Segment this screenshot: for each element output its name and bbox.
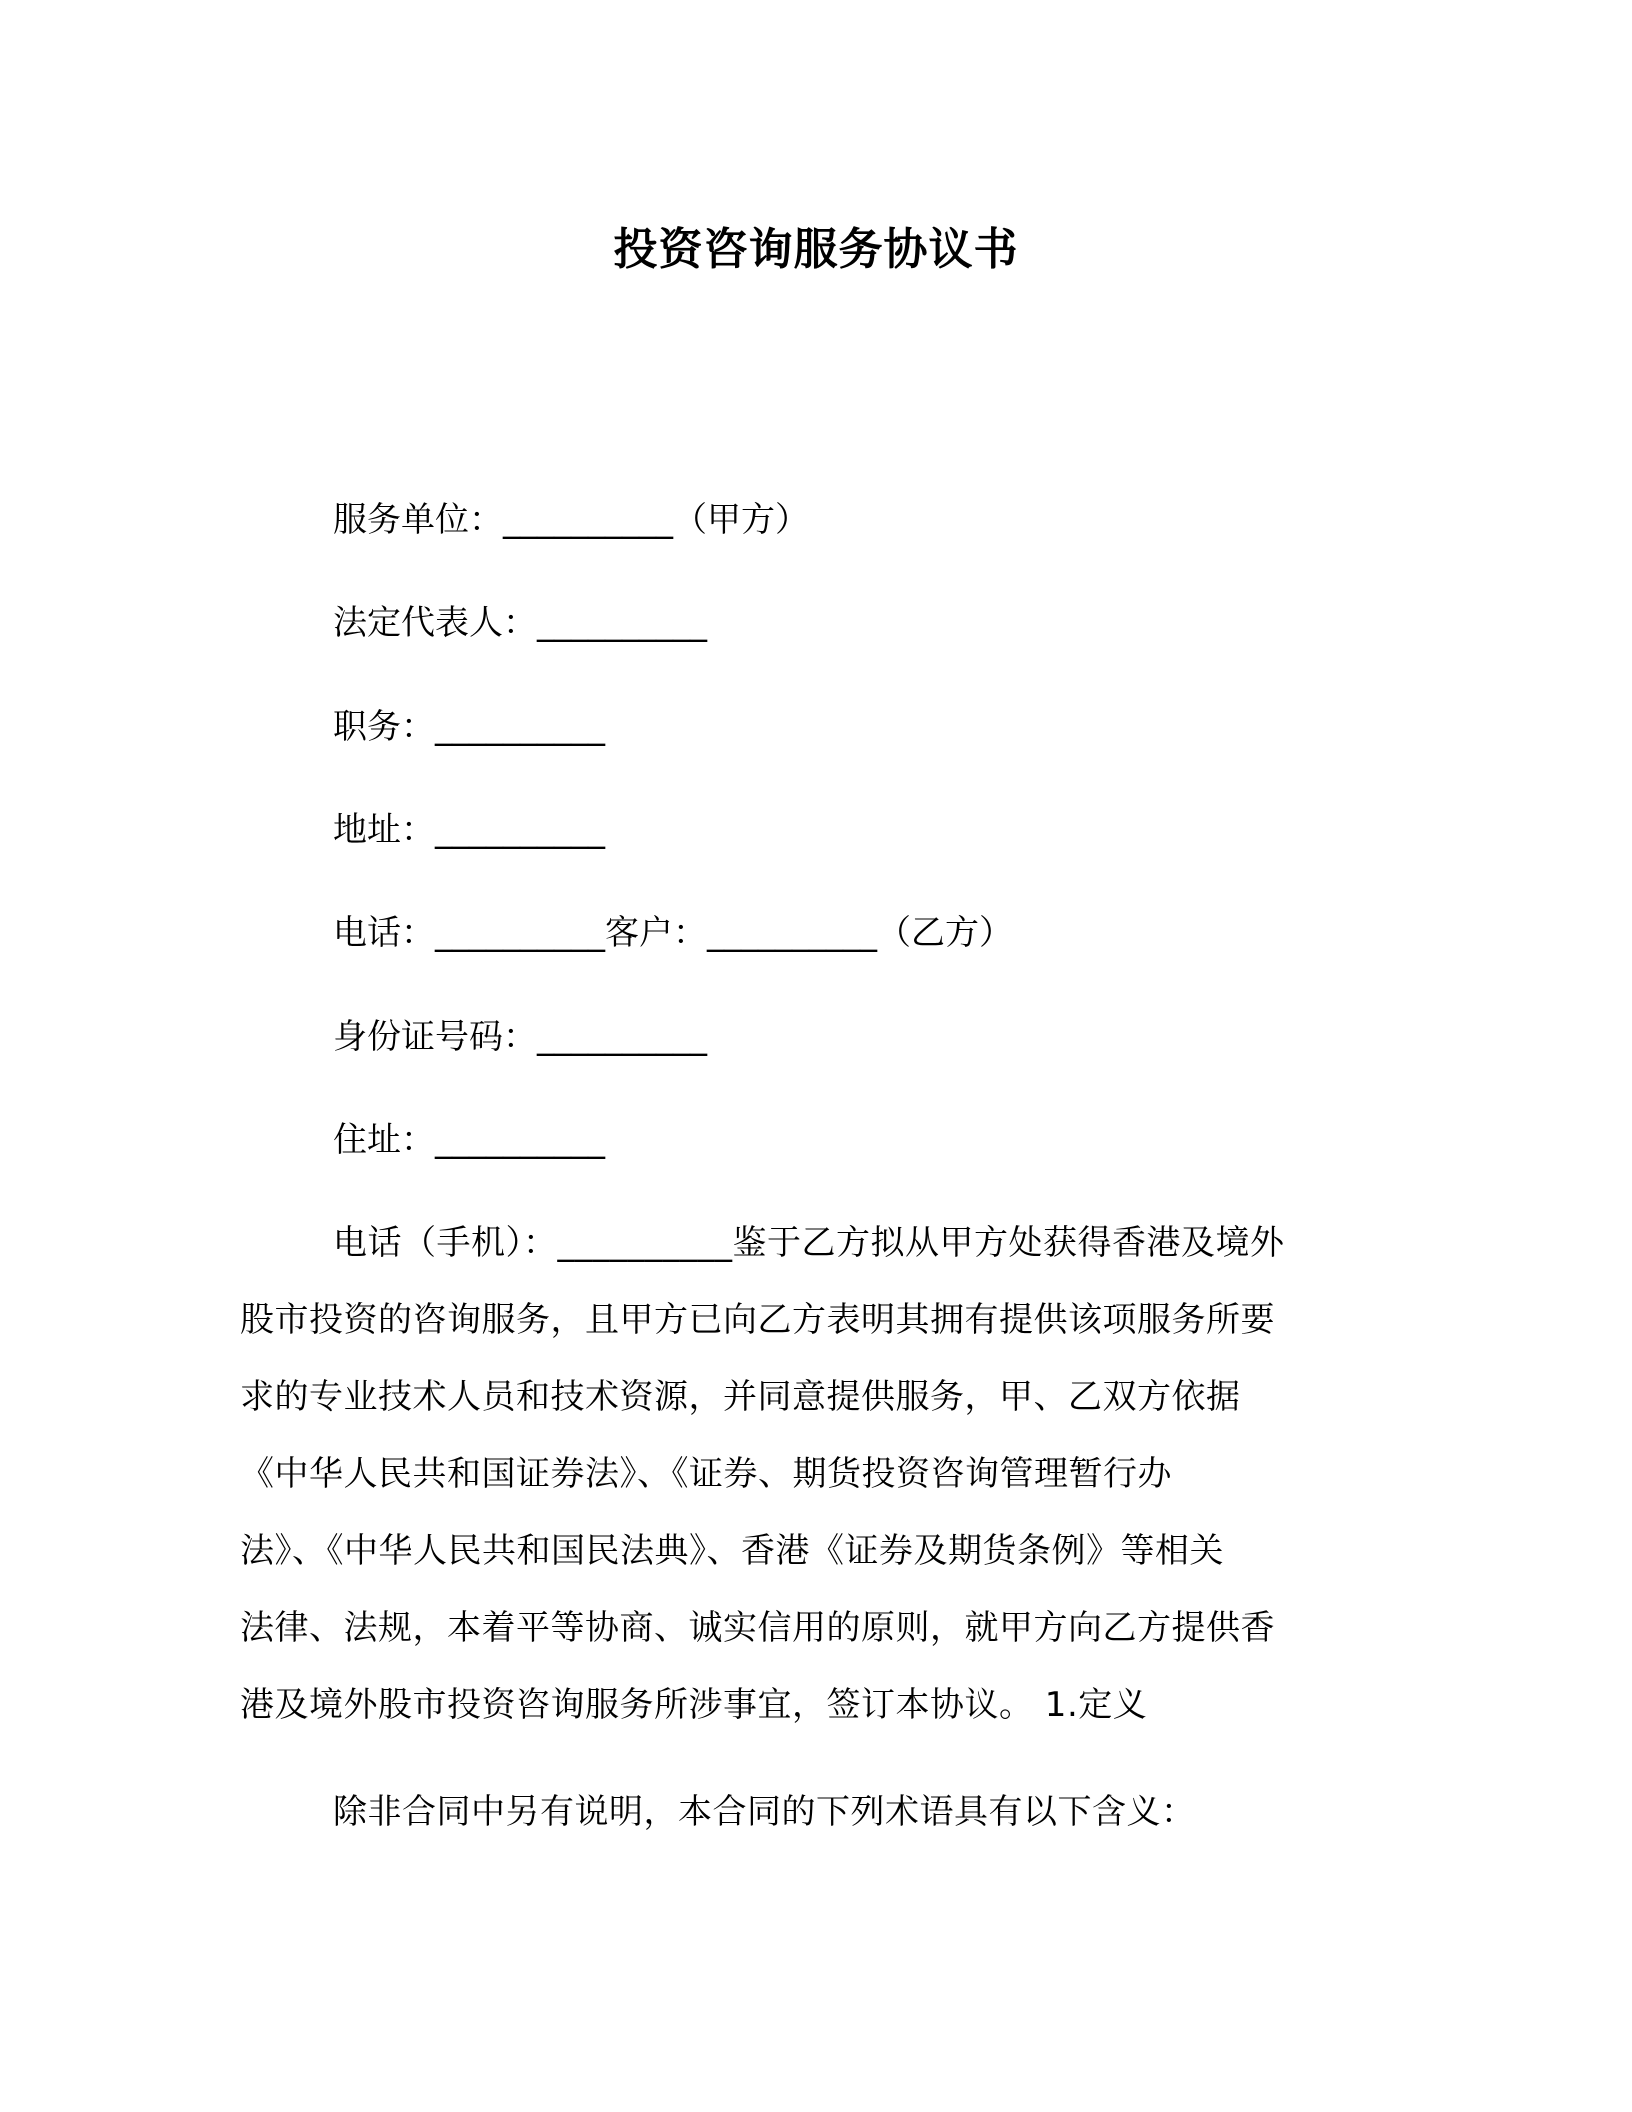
field-address (333, 808, 605, 852)
party-a-marker: （甲方） (673, 500, 809, 540)
field-label: 职务： (333, 707, 435, 747)
paragraph-line: 港及境外股市投资咨询服务所涉事宜，签订本协议。 1.定义 (240, 1685, 1148, 1725)
blank-line: __________ (707, 913, 877, 953)
field-service-unit (333, 498, 809, 542)
blank-line: __________ (537, 1017, 707, 1057)
paragraph-line: 股市投资的咨询服务，且甲方已向乙方表明其拥有提供该项服务所要 (240, 1300, 1275, 1340)
field-position (333, 705, 605, 749)
field-label: 电话： (333, 913, 435, 953)
field-label: 身份证号码： (333, 1017, 537, 1057)
field-label: 地址： (333, 810, 435, 850)
paragraph-line: 电话（手机）：__________鉴于乙方拟从甲方处获得香港及境外 (333, 1223, 1285, 1263)
blank-line: __________ (503, 500, 673, 540)
blank-line: __________ (435, 707, 605, 747)
field-label: 法定代表人： (333, 603, 537, 643)
paragraph-line: 法律、法规，本着平等协商、诚实信用的原则，就甲方向乙方提供香 (240, 1608, 1275, 1648)
field-legal-representative (333, 601, 707, 645)
blank-line: __________ (537, 603, 707, 643)
document-title: 投资咨询服务协议书 (613, 224, 1019, 275)
field-label: 服务单位： (333, 500, 503, 540)
field-phone-client (333, 911, 1013, 955)
paragraph-line: 《中华人民共和国证券法》、《证券、期货投资咨询管理暂行办 (240, 1454, 1172, 1494)
field-id-number (333, 1015, 707, 1059)
paragraph-line: 求的专业技术人员和技术资源，并同意提供服务，甲、乙双方依据 (240, 1377, 1241, 1417)
blank-line: __________ (435, 810, 605, 850)
field-residence (333, 1118, 605, 1162)
client-label: 客户： (605, 913, 707, 953)
blank-line: __________ (435, 913, 605, 953)
definition-intro: 除非合同中另有说明，本合同的下列术语具有以下含义： (333, 1792, 1196, 1832)
paragraph-line: 法》、《中华人民共和国民法典》、香港《证券及期货条例》等相关 (240, 1531, 1224, 1571)
field-label: 住址： (333, 1120, 435, 1160)
party-b-marker: （乙方） (877, 913, 1013, 953)
blank-line: __________ (435, 1120, 605, 1160)
